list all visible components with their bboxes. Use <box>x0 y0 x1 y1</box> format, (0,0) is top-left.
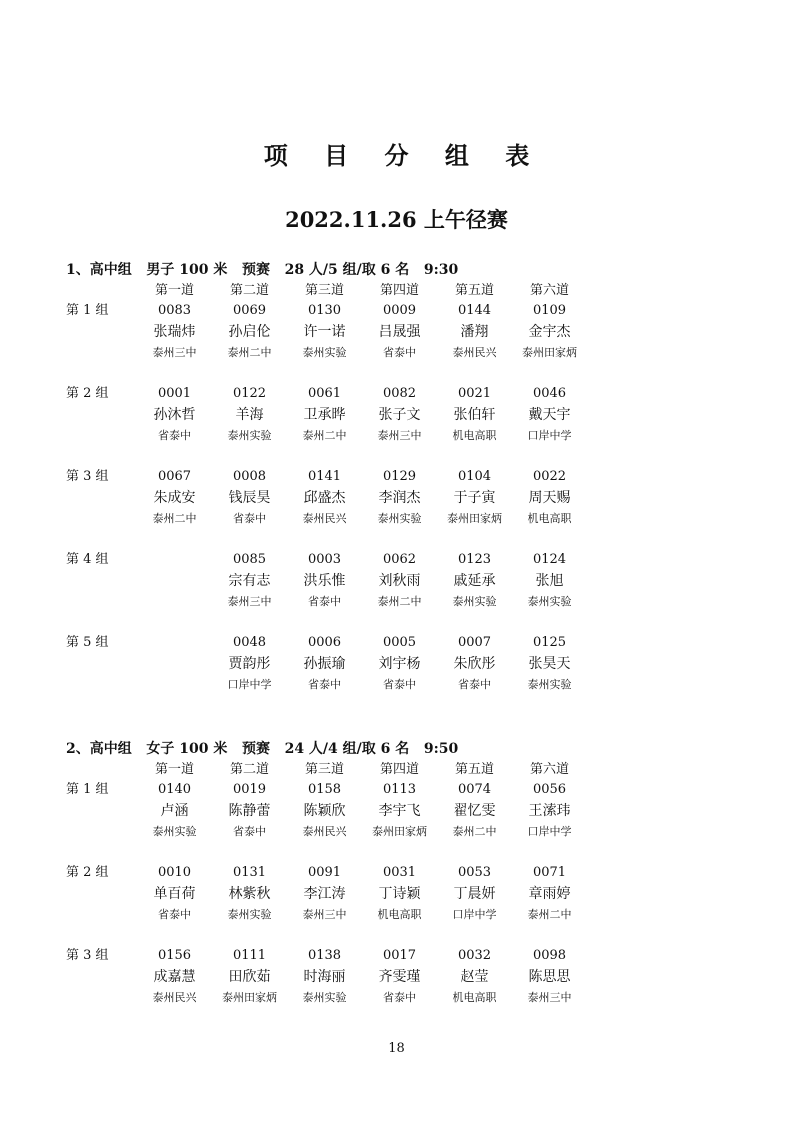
school-name: 泰州实验 <box>227 429 272 442</box>
athlete-name: 张子文 <box>378 407 421 423</box>
school-name: 口岸中学 <box>227 678 272 691</box>
athlete-name: 于子寅 <box>453 490 496 506</box>
bib-number: 0046 <box>532 386 567 401</box>
athlete-name: 章雨婷 <box>528 886 571 902</box>
school-name: 省泰中 <box>308 595 341 608</box>
athlete-name: 单百荷 <box>153 886 196 902</box>
event-header: 1、高中组 男子 100 米 预赛 28 人/5 组/取 6 名 9:30 <box>66 262 459 278</box>
heat-group <box>66 301 686 384</box>
bib-number: 0140 <box>157 782 192 797</box>
school-name: 省泰中 <box>458 678 491 691</box>
bib-number: 0071 <box>532 865 567 880</box>
school-name: 口岸中学 <box>452 908 497 921</box>
school-name: 泰州二中 <box>377 595 422 608</box>
school-name: 泰州二中 <box>152 512 197 525</box>
bib-number: 0062 <box>382 552 417 567</box>
school-name: 泰州田家炳 <box>447 512 502 525</box>
athlete-name: 陈静蕾 <box>228 803 271 819</box>
heat-label: 第 1 组 <box>66 303 109 318</box>
heat-group <box>66 550 686 633</box>
school-name: 泰州民兴 <box>302 825 347 838</box>
school-name: 泰州二中 <box>452 825 497 838</box>
lane-label: 第二道 <box>229 283 269 298</box>
school-name: 泰州民兴 <box>152 991 197 1004</box>
heat-label: 第 2 组 <box>66 386 109 401</box>
athlete-name: 卢涵 <box>160 803 189 819</box>
heat-label: 第 3 组 <box>66 469 109 484</box>
bib-number: 0067 <box>157 469 192 484</box>
athlete-name: 翟忆雯 <box>453 803 496 819</box>
bib-number: 0104 <box>457 469 492 484</box>
school-name: 省泰中 <box>158 908 191 921</box>
athlete-name: 丁诗颖 <box>378 886 421 902</box>
athlete-name: 李润杰 <box>378 490 421 506</box>
athlete-name: 孙振瑜 <box>303 656 346 672</box>
bib-number: 0083 <box>157 303 192 318</box>
bib-number: 0082 <box>382 386 417 401</box>
school-name: 省泰中 <box>158 429 191 442</box>
heat-group <box>66 780 686 863</box>
bib-number: 0122 <box>232 386 267 401</box>
athlete-name-row <box>66 800 686 822</box>
school-name: 省泰中 <box>308 678 341 691</box>
school-name: 口岸中学 <box>527 429 572 442</box>
school-name: 泰州实验 <box>302 991 347 1004</box>
bib-number: 0001 <box>157 386 192 401</box>
athlete-name: 陈思思 <box>528 969 571 985</box>
lane-label: 第四道 <box>379 283 419 298</box>
athlete-name: 李宇飞 <box>378 803 421 819</box>
bib-number: 0003 <box>307 552 342 567</box>
lane-label: 第一道 <box>154 283 194 298</box>
bib-number: 0006 <box>307 635 342 650</box>
bib-number-row <box>66 467 686 487</box>
bib-number-row <box>66 384 686 404</box>
athlete-name: 羊海 <box>235 407 264 423</box>
athlete-name: 陈颖欣 <box>303 803 346 819</box>
bib-number: 0111 <box>232 948 267 963</box>
athlete-name: 刘宇杨 <box>378 656 421 672</box>
bib-number: 0019 <box>232 782 267 797</box>
bib-number-row <box>66 780 686 800</box>
bib-number: 0085 <box>232 552 267 567</box>
athlete-name: 孙沐哲 <box>153 407 196 423</box>
school-name: 泰州实验 <box>527 595 572 608</box>
event-header: 2、高中组 女子 100 米 预赛 24 人/4 组/取 6 名 9:50 <box>66 741 459 757</box>
heat-group <box>66 863 686 946</box>
school-row <box>66 823 686 841</box>
bib-number: 0130 <box>307 303 342 318</box>
school-name: 泰州民兴 <box>452 346 497 359</box>
lane-label: 第二道 <box>229 762 269 777</box>
bib-number: 0098 <box>532 948 567 963</box>
school-name: 省泰中 <box>233 825 266 838</box>
school-name: 泰州田家炳 <box>522 346 577 359</box>
heat-label: 第 3 组 <box>66 948 109 963</box>
bib-number: 0109 <box>532 303 567 318</box>
bib-number: 0032 <box>457 948 492 963</box>
bib-number: 0031 <box>382 865 417 880</box>
school-name: 泰州实验 <box>302 346 347 359</box>
athlete-name: 戴天宇 <box>528 407 571 423</box>
school-row <box>66 510 686 528</box>
school-name: 泰州三中 <box>527 991 572 1004</box>
bib-number: 0010 <box>157 865 192 880</box>
school-name: 泰州实验 <box>152 825 197 838</box>
lane-header-row <box>66 760 686 780</box>
athlete-name: 刘秋雨 <box>378 573 421 589</box>
athlete-name: 孙启伦 <box>228 324 271 340</box>
athlete-name: 潘翔 <box>460 324 489 340</box>
date-heading: 2022.11.26 上午径赛 <box>285 207 508 232</box>
athlete-name: 张昊天 <box>528 656 571 672</box>
school-name: 泰州三中 <box>227 595 272 608</box>
school-name: 泰州三中 <box>377 429 422 442</box>
athlete-name: 金宇杰 <box>528 324 571 340</box>
bib-number: 0156 <box>157 948 192 963</box>
bib-number: 0008 <box>232 469 267 484</box>
bib-number: 0158 <box>307 782 342 797</box>
event-section-men-100m <box>66 259 686 716</box>
athlete-name: 王溹玮 <box>528 803 571 819</box>
school-name: 泰州三中 <box>302 908 347 921</box>
athlete-name-row <box>66 653 686 675</box>
bib-number: 0091 <box>307 865 342 880</box>
school-name: 口岸中学 <box>527 825 572 838</box>
bib-number: 0144 <box>457 303 492 318</box>
athlete-name-row <box>66 966 686 988</box>
bib-number: 0007 <box>457 635 492 650</box>
athlete-name: 李江涛 <box>303 886 346 902</box>
heat-label: 第 2 组 <box>66 865 109 880</box>
school-name: 泰州二中 <box>302 429 347 442</box>
athlete-name: 卫承晔 <box>303 407 346 423</box>
lane-label: 第三道 <box>304 762 344 777</box>
heat-label: 第 4 组 <box>66 552 109 567</box>
heat-group <box>66 384 686 467</box>
lane-label: 第一道 <box>154 762 194 777</box>
school-name: 泰州实验 <box>377 512 422 525</box>
lane-label: 第五道 <box>454 283 494 298</box>
lane-label: 第六道 <box>529 762 569 777</box>
athlete-name: 周天赐 <box>528 490 571 506</box>
bib-number: 0138 <box>307 948 342 963</box>
school-row <box>66 989 686 1007</box>
bib-number: 0131 <box>232 865 267 880</box>
school-name: 省泰中 <box>383 991 416 1004</box>
bib-number-row <box>66 301 686 321</box>
athlete-name-row <box>66 487 686 509</box>
athlete-name: 邱盛杰 <box>303 490 346 506</box>
athlete-name: 齐雯瑾 <box>378 969 421 985</box>
school-name: 省泰中 <box>383 678 416 691</box>
school-name: 泰州田家炳 <box>372 825 427 838</box>
school-name: 泰州实验 <box>527 678 572 691</box>
athlete-name: 赵莹 <box>460 969 489 985</box>
bib-number: 0005 <box>382 635 417 650</box>
school-row <box>66 676 686 694</box>
athlete-name: 洪乐惟 <box>303 573 346 589</box>
bib-number: 0061 <box>307 386 342 401</box>
athlete-name: 许一诺 <box>303 324 346 340</box>
athlete-name: 张瑞炜 <box>153 324 196 340</box>
school-name: 泰州二中 <box>227 346 272 359</box>
bib-number-row <box>66 633 686 653</box>
school-name: 泰州田家炳 <box>222 991 277 1004</box>
bib-number: 0074 <box>457 782 492 797</box>
bib-number: 0009 <box>382 303 417 318</box>
school-name: 机电高职 <box>527 512 572 525</box>
lane-label: 第五道 <box>454 762 494 777</box>
lane-label: 第三道 <box>304 283 344 298</box>
bib-number-row <box>66 946 686 966</box>
bib-number-row <box>66 863 686 883</box>
school-row <box>66 427 686 445</box>
athlete-name: 丁晨妍 <box>453 886 496 902</box>
school-name: 机电高职 <box>377 908 422 921</box>
bib-number: 0053 <box>457 865 492 880</box>
bib-number: 0113 <box>382 782 417 797</box>
school-name: 泰州三中 <box>152 346 197 359</box>
school-name: 泰州二中 <box>527 908 572 921</box>
heat-group <box>66 467 686 550</box>
athlete-name-row <box>66 883 686 905</box>
athlete-name: 朱成安 <box>153 490 196 506</box>
heat-group <box>66 946 686 1029</box>
athlete-name: 钱辰昊 <box>228 490 271 506</box>
athlete-name: 吕晟强 <box>378 324 421 340</box>
bib-number: 0021 <box>457 386 492 401</box>
athlete-name: 戚延承 <box>453 573 496 589</box>
athlete-name-row <box>66 570 686 592</box>
athlete-name: 成嘉慧 <box>153 969 196 985</box>
bib-number: 0069 <box>232 303 267 318</box>
school-name: 机电高职 <box>452 991 497 1004</box>
athlete-name-row <box>66 321 686 343</box>
athlete-name: 贾韵彤 <box>228 656 271 672</box>
athlete-name: 张伯轩 <box>453 407 496 423</box>
bib-number: 0017 <box>382 948 417 963</box>
school-name: 泰州民兴 <box>302 512 347 525</box>
bib-number: 0129 <box>382 469 417 484</box>
heat-label: 第 5 组 <box>66 635 109 650</box>
athlete-name: 宗有志 <box>228 573 271 589</box>
school-row <box>66 593 686 611</box>
page-number: 18 <box>388 1041 405 1056</box>
bib-number: 0056 <box>532 782 567 797</box>
athlete-name: 时海丽 <box>303 969 346 985</box>
athlete-name: 田欣茹 <box>228 969 271 985</box>
school-name: 泰州实验 <box>227 908 272 921</box>
athlete-name: 张旭 <box>535 573 564 589</box>
page-title: 项 目 分 组 表 <box>263 141 544 170</box>
heat-group <box>66 633 686 716</box>
bib-number: 0123 <box>457 552 492 567</box>
lane-header-row <box>66 281 686 301</box>
school-row <box>66 344 686 362</box>
heat-label: 第 1 组 <box>66 782 109 797</box>
bib-number: 0048 <box>232 635 267 650</box>
school-name: 泰州实验 <box>452 595 497 608</box>
lane-label: 第四道 <box>379 762 419 777</box>
bib-number-row <box>66 550 686 570</box>
bib-number: 0141 <box>307 469 342 484</box>
school-name: 机电高职 <box>452 429 497 442</box>
athlete-name: 林紫秋 <box>228 886 271 902</box>
school-row <box>66 906 686 924</box>
bib-number: 0125 <box>532 635 567 650</box>
school-name: 省泰中 <box>233 512 266 525</box>
athlete-name: 朱欣彤 <box>453 656 496 672</box>
event-section-women-100m <box>66 738 686 1029</box>
bib-number: 0124 <box>532 552 567 567</box>
athlete-name-row <box>66 404 686 426</box>
bib-number: 0022 <box>532 469 567 484</box>
lane-label: 第六道 <box>529 283 569 298</box>
school-name: 省泰中 <box>383 346 416 359</box>
